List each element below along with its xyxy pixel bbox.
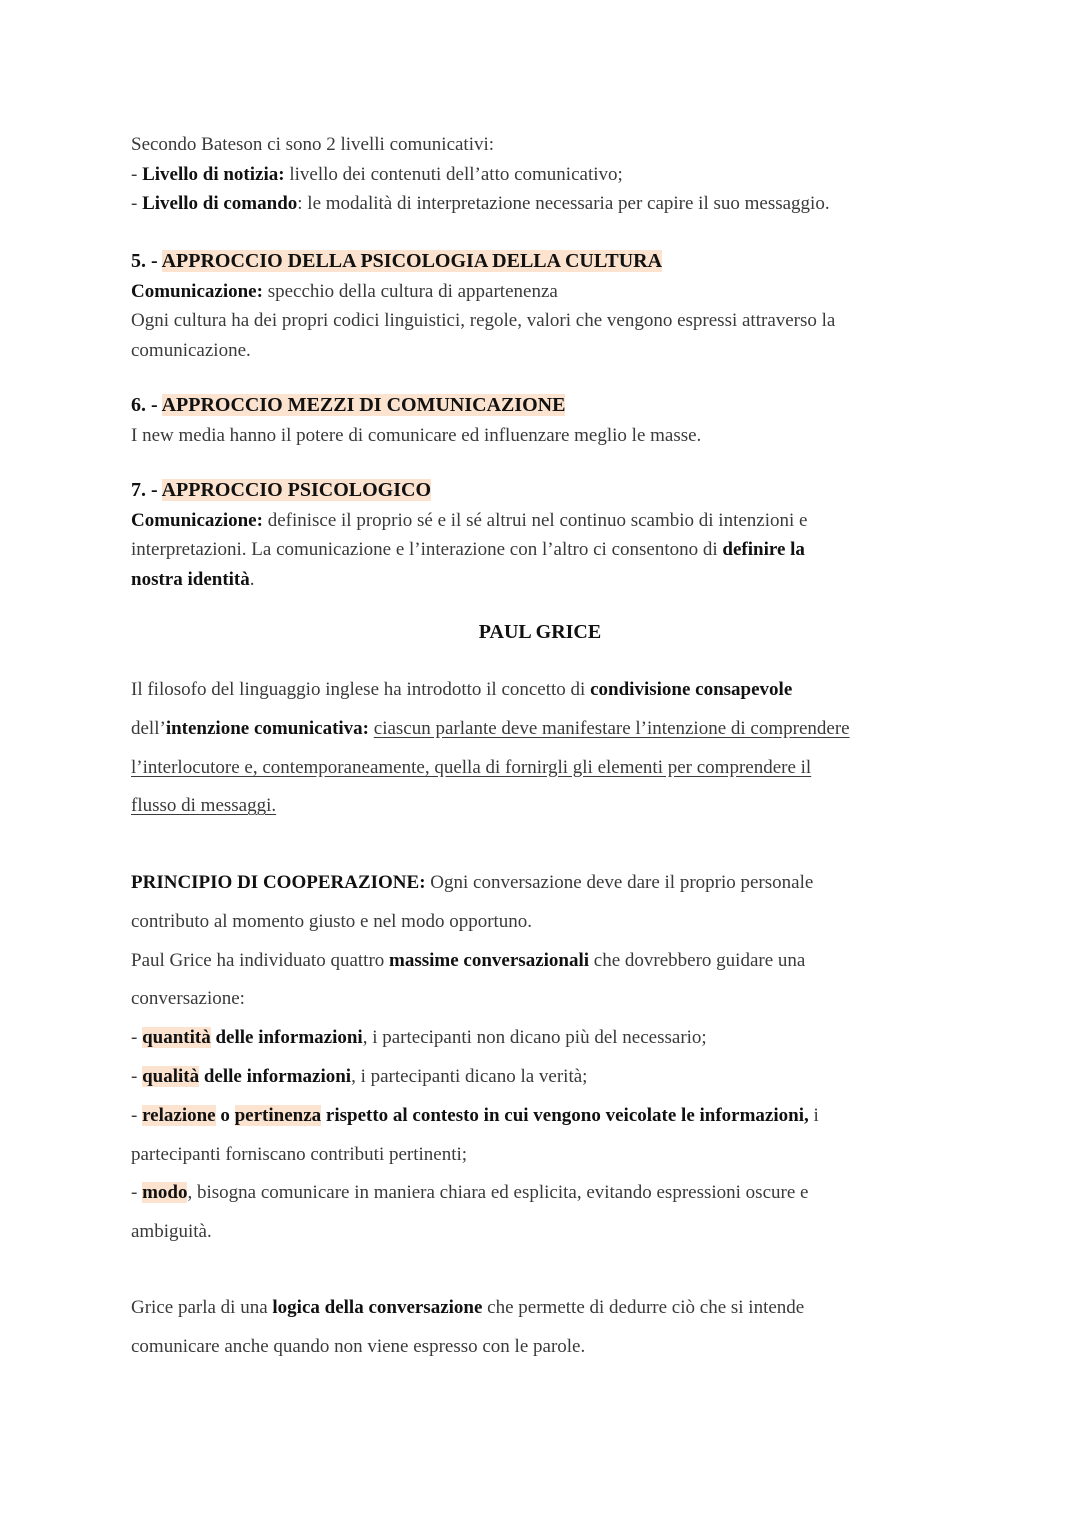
section-5-heading: 5. - APPROCCIO DELLA PSICOLOGIA DELLA CULTURA (131, 250, 663, 272)
maxims-intro-line-2: conversazione: (131, 988, 245, 1010)
maxim-relation: - relazione o pertinenza rispetto al contesto in cui vengono veicolate le informazioni, i (131, 1104, 819, 1126)
maxim-relation-cont: partecipanti forniscano contributi pertinenti; (131, 1143, 468, 1165)
grice-heading: PAUL GRICE (478, 621, 602, 643)
section-7-definition: Comunicazione: definisce il proprio sé e il sé altrui nel continuo scambio di intenzioni e (131, 509, 808, 531)
logic-block (131, 1289, 951, 1367)
section-5-text-cont: comunicazione. (131, 339, 251, 361)
cooperation-block (131, 864, 951, 1252)
maxim-quantity: - quantità delle informazioni, i partecipanti non dicano più del necessario; (131, 1027, 707, 1049)
section-6 (131, 391, 951, 450)
section-7-text-cont: nostra identità. (131, 568, 255, 590)
maxims-intro-line-1: Paul Grice ha individuato quattro massime conversazionali che dovrebbero guidare una (131, 949, 806, 971)
cooperation-line-2: contributo al momento giusto e nel modo opportuno. (131, 910, 533, 932)
grice-intro-line-3: l’interlocutore e, contemporaneamente, quella di fornirgli gli elementi per comprendere il (131, 756, 812, 778)
bateson-item-notizia: - Livello di notizia: livello dei contenuti dell’atto comunicativo; (131, 163, 623, 185)
grice-intro-line-1: Il filosofo del linguaggio inglese ha introdotto il concetto di condivisione consapevole (131, 679, 793, 700)
bateson-item-comando: - Livello di comando: le modalità di interpretazione necessaria per capire il suo messaggio. (131, 193, 830, 214)
grice-heading-block (131, 618, 949, 648)
section-7-heading: 7. - APPROCCIO PSICOLOGICO (131, 479, 432, 501)
logic-line-2: comunicare anche quando non viene espresso con le parole. (131, 1335, 586, 1357)
section-6-text: I new media hanno il potere di comunicare ed influenzare meglio le masse. (131, 424, 702, 446)
logic-line-1: Grice parla di una logica della conversazione che permette di dedurre ciò che si intende (131, 1297, 805, 1318)
maxim-quality: - qualità delle informazioni, i partecipanti dicano la verità; (131, 1065, 588, 1087)
bateson-block (131, 130, 951, 219)
section-6-heading: 6. - APPROCCIO MEZZI DI COMUNICAZIONE (131, 394, 566, 416)
grice-intro-paragraph (131, 671, 951, 826)
bateson-intro: Secondo Bateson ci sono 2 livelli comunicativi: (131, 134, 495, 155)
section-5-definition: Comunicazione: specchio della cultura di appartenenza (131, 280, 558, 302)
maxim-manner: - modo, bisogna comunicare in maniera chiara ed esplicita, evitando espressioni oscure e (131, 1182, 809, 1204)
cooperation-line-1: PRINCIPIO DI COOPERAZIONE: Ogni conversazione deve dare il proprio personale (131, 872, 814, 893)
section-5-text: Ogni cultura ha dei propri codici linguistici, regole, valori che vengono espressi attraverso la (131, 310, 836, 331)
section-7 (131, 476, 951, 594)
maxim-manner-cont: ambiguità. (131, 1221, 212, 1243)
grice-intro-line-2: dell’intenzione comunicativa: ciascun parlante deve manifestare l’intenzione di comprendere (131, 717, 850, 739)
section-7-text: interpretazioni. La comunicazione e l’interazione con l’altro ci consentono di definire la (131, 539, 805, 560)
grice-intro-line-4: flusso di messaggi. (131, 795, 277, 817)
section-5 (131, 247, 951, 365)
